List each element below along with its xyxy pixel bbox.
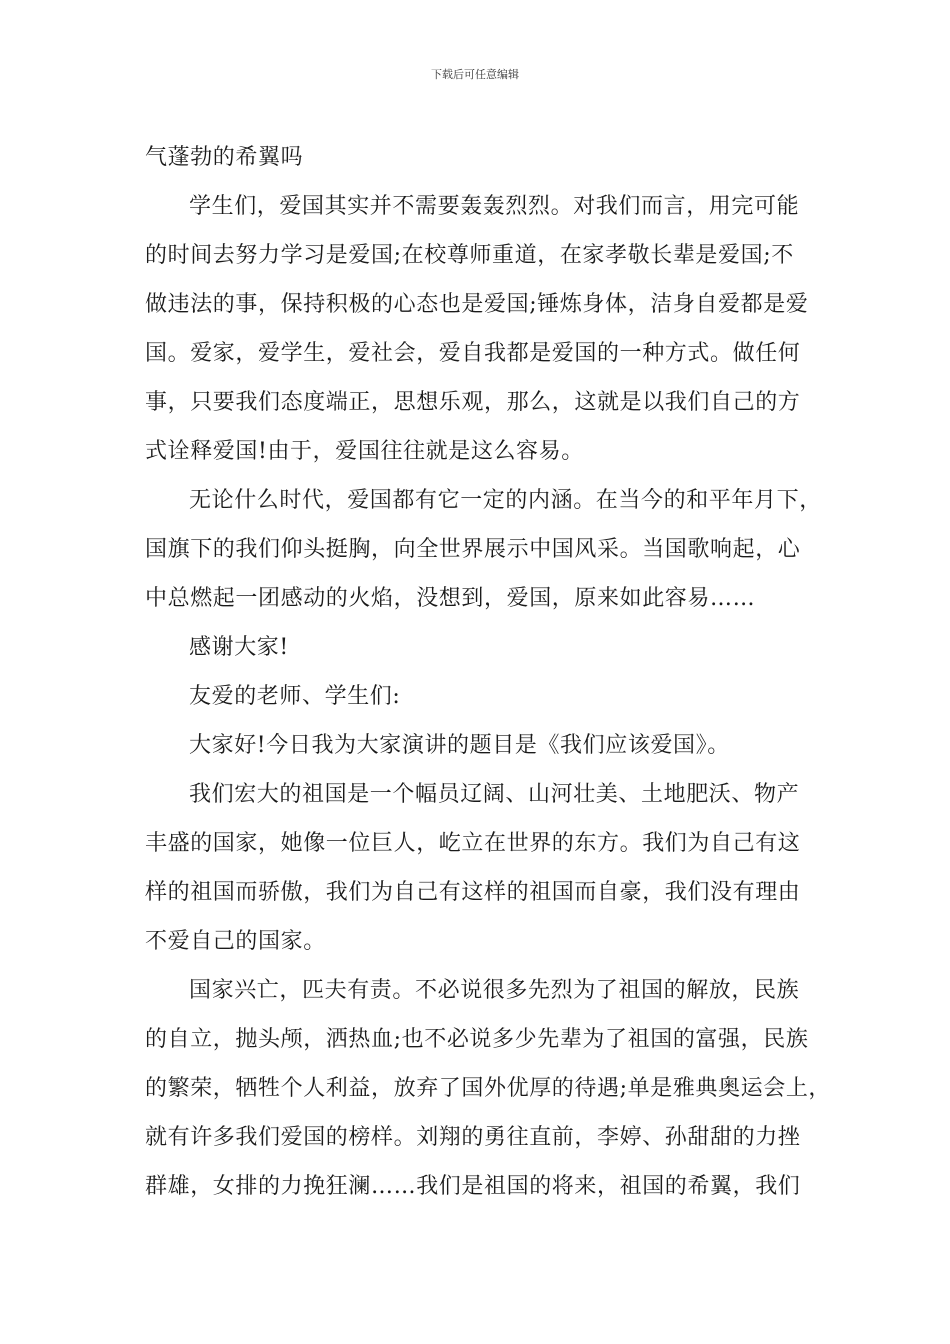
- document-body: [145, 133, 832, 1211]
- text-line: 的自立，抛头颅，洒热血;也不必说多少先辈为了祖国的富强，民族: [145, 1027, 809, 1052]
- text-line: 无论什么时代，爱国都有它一定的内涵。在当今的和平年月下，: [189, 488, 822, 513]
- text-line: 中总燃起一团感动的火焰，没想到，爱国，原来如此容易……: [145, 586, 756, 611]
- text-line: 国家兴亡，匹夫有责。不必说很多先烈为了祖国的解放，民族: [189, 978, 800, 1003]
- page-header: 下载后可任意编辑: [431, 68, 519, 81]
- text-line: 我们宏大的祖国是一个幅员辽阔、山河壮美、土地肥沃、物产: [189, 782, 800, 807]
- text-line: 事，只要我们态度端正，思想乐观，那么，这就是以我们自己的方: [145, 390, 801, 415]
- text-line: 国旗下的我们仰头挺胸，向全世界展示中国风采。当国歌响起，心: [145, 537, 801, 562]
- text-line: 丰盛的国家，她像一位巨人，屹立在世界的东方。我们为自己有这: [145, 831, 801, 856]
- text-line: 大家好!今日我为大家演讲的题目是《我们应该爱国》。: [189, 733, 730, 758]
- text-line: 不爱自己的国家。: [145, 929, 326, 954]
- text-line: 的繁荣，牺牲个人利益，放弃了国外优厚的待遇;单是雅典奥运会上，: [145, 1076, 832, 1101]
- text-line: 式诠释爱国!由于，爱国往往就是这么容易。: [145, 439, 584, 464]
- text-line: 做违法的事，保持积极的心态也是爱国;锤炼身体，洁身自爱都是爱: [145, 292, 809, 317]
- text-line: 气蓬勃的希翼吗: [145, 145, 304, 170]
- text-line: 友爱的老师、学生们:: [189, 684, 401, 709]
- text-line: 的时间去努力学习是爱国;在校尊师重道，在家孝敬长辈是爱国;不: [145, 243, 794, 268]
- text-line: 感谢大家!: [189, 635, 289, 660]
- text-line: 样的祖国而骄傲，我们为自己有这样的祖国而自豪，我们没有理由: [145, 880, 801, 905]
- text-line: 就有许多我们爱国的榜样。刘翔的勇往直前，李婷、孙甜甜的力挫: [145, 1125, 801, 1150]
- text-line: 群雄，女排的力挽狂澜……我们是祖国的将来，祖国的希翼，我们: [145, 1174, 801, 1199]
- text-line: 国。爱家，爱学生，爱社会，爱自我都是爱国的一种方式。做任何: [145, 341, 801, 366]
- text-line: 学生们，爱国其实并不需要轰轰烈烈。对我们而言，用完可能: [189, 194, 800, 219]
